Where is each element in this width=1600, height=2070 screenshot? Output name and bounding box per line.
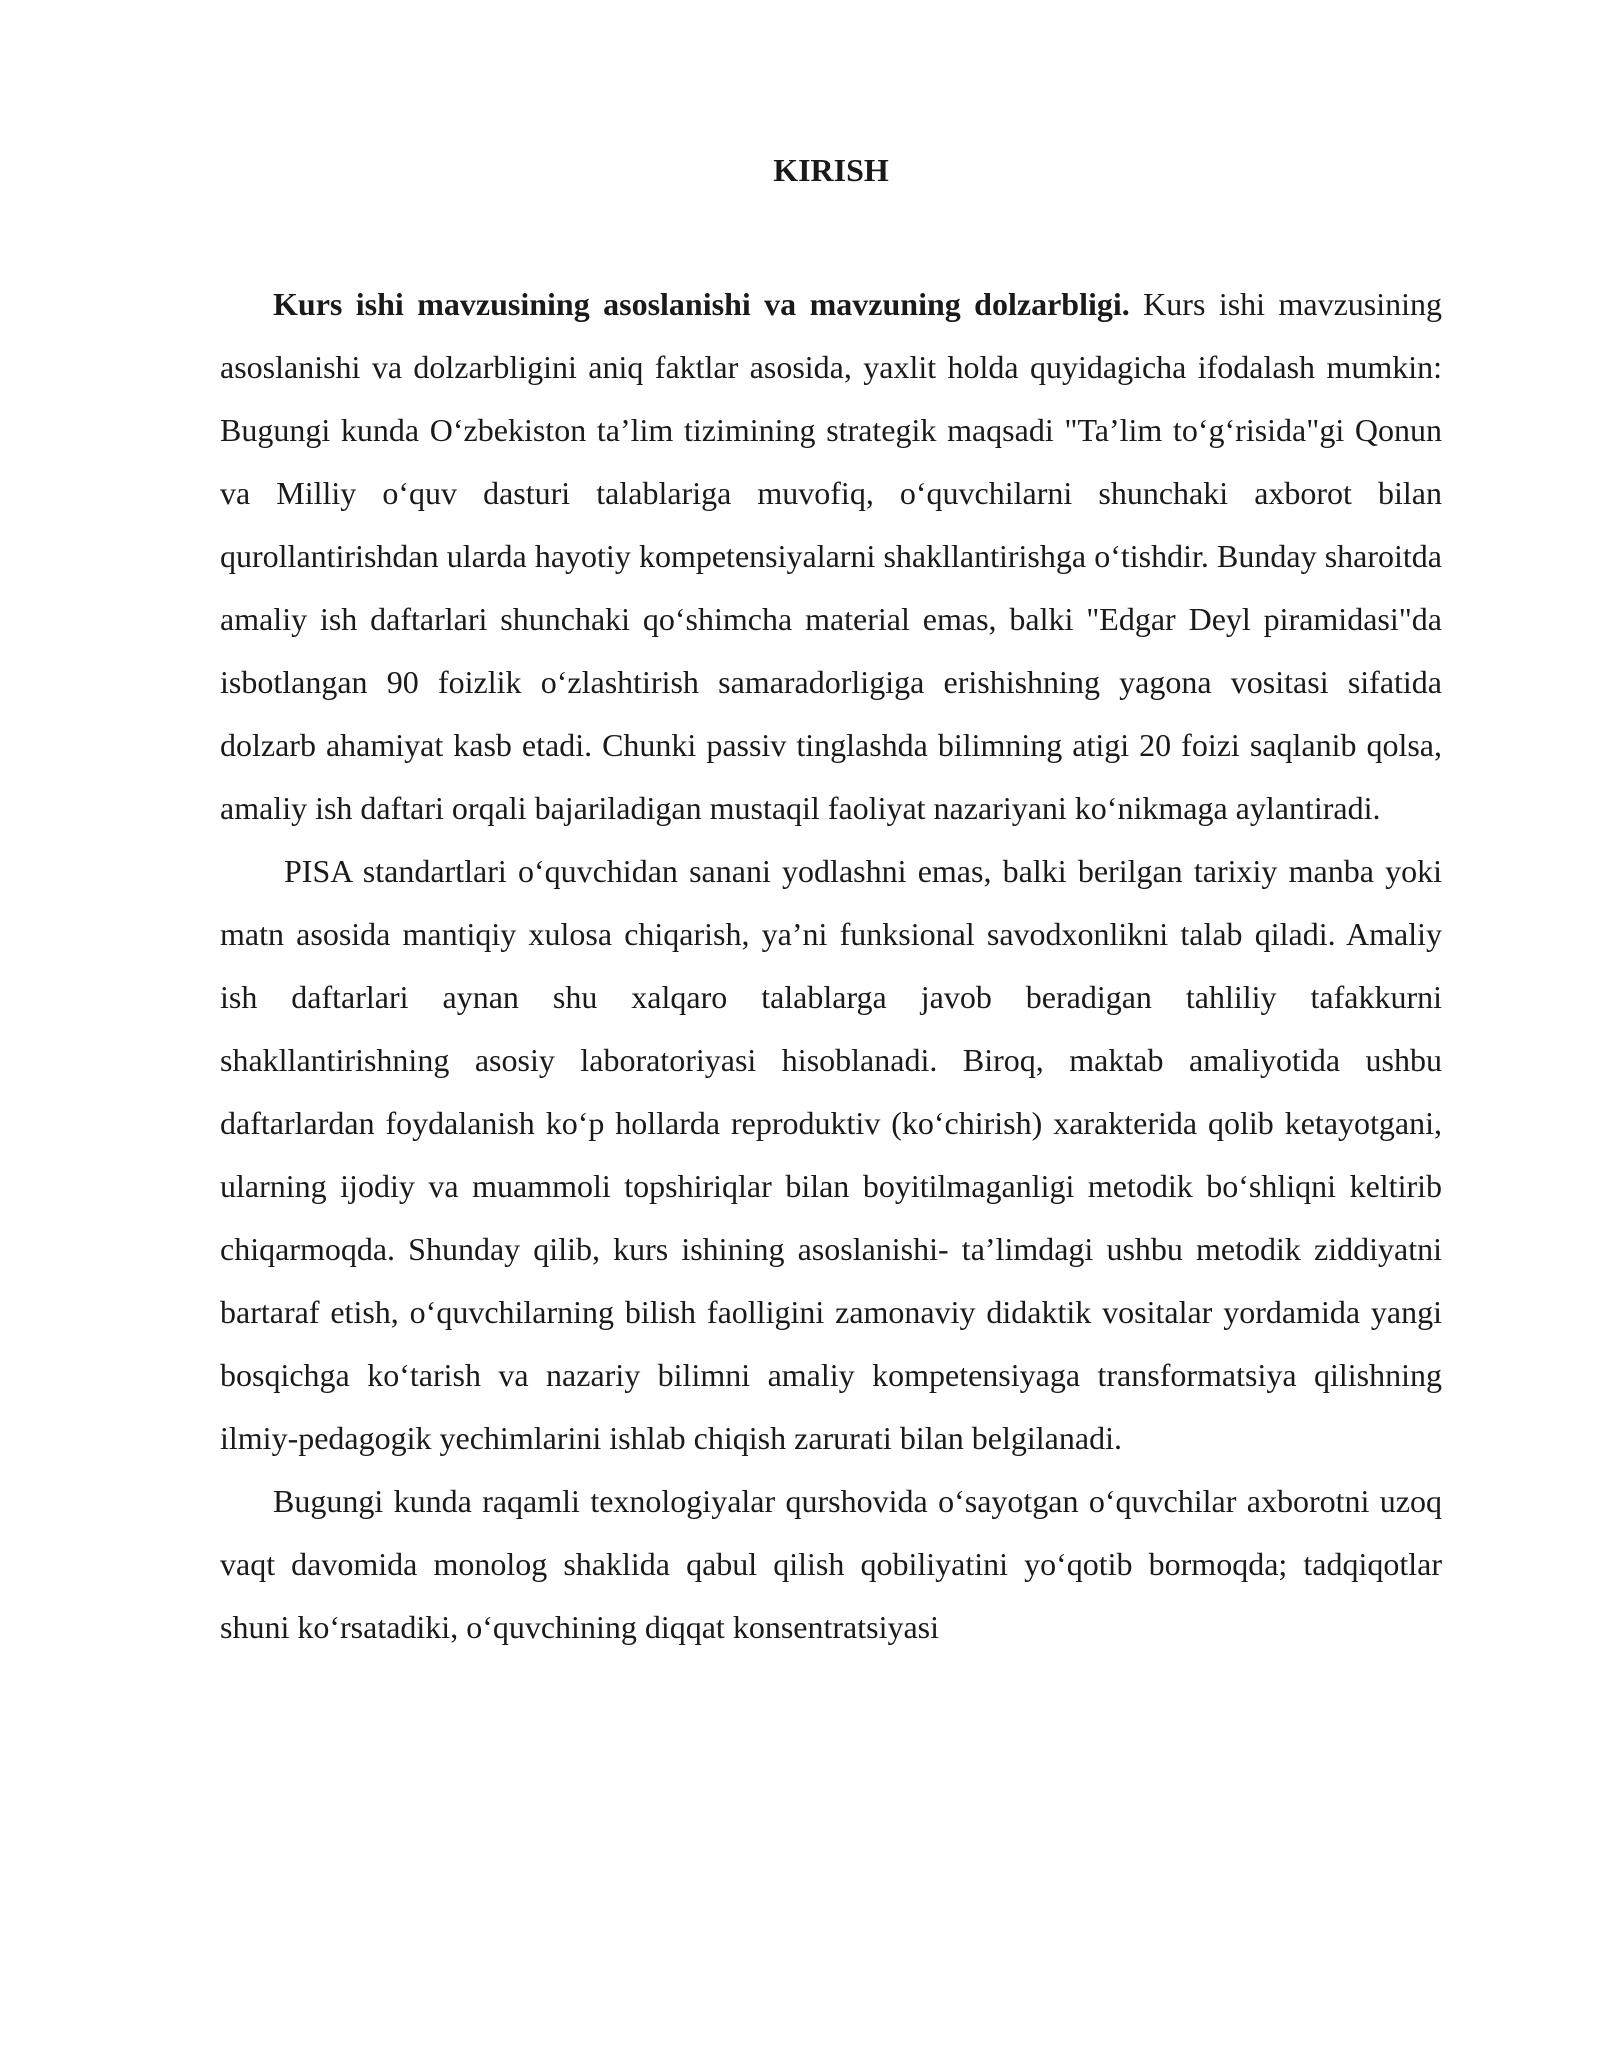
paragraph-digital: Bugungi kunda raqamli texnologiyalar qurshovida o‘sayotgan o‘quvchilar axborotni uzoq vaqt davomida monolog shaklida qabul qilish qobiliyatini yo‘qotib bormoqda; tadqiqotlar shuni ko‘rsatadiki, o‘quvchining diqqat konsentratsiyasi — [220, 1483, 1442, 1645]
paragraph-pisa: PISA standartlari o‘quvchidan sanani yodlashni emas, balki berilgan tarixiy manba yoki matn asosida mantiqiy xulosa chiqarish, ya’ni funksional savodxonlikni talab qiladi. Amaliy ish daftarlari aynan shu xalqaro talablarga javob beradigan tahliliy tafakkurni shakllantirishning asosiy laboratoriyasi hisoblanadi. Biroq, maktab amaliyotida ushbu daftarlardan foydalanish ko‘p hollarda reproduktiv (ko‘chirish) xarakterida qolib ketayotgani, ularning ijodiy va muammoli topshiriqlar bilan boyitilmaganligi metodik bo‘shliqni keltirib chiqarmoqda. Shunday qilib, kurs ishining asoslanishi- ta’limdagi ushbu metodik ziddiyatni bartaraf etish, o‘quvchilarning bilish faolligini zamonaviy didaktik vositalar yordamida yangi bosqichga ko‘tarish va nazariy bilimni amaliy kompetensiyaga transformatsiya qilishning ilmiy-pedagogik yechimlarini ishlab chiqish zarurati bilan belgilanadi. — [220, 853, 1442, 1456]
paragraph-lead-heading: Kurs ishi mavzusining asoslanishi va mavzuning dolzarbligi. — [273, 286, 1130, 322]
paragraph-intro — [220, 273, 1442, 840]
paragraph-intro-text: Kurs ishi mavzusining asoslanishi va dolzarbligini aniq faktlar asosida, yaxlit holda quyidagicha ifodalash mumkin: Bugungi kunda O‘zbekiston ta’lim tizimining strategik maqsadi "Ta’lim to‘g‘risida"gi Qonun va Milliy o‘quv dasturi talablariga muvofiq, o‘quvchilarni shunchaki axborot bilan qurollantirishdan ularda hayotiy kompetensiyalarni shakllantirishga o‘tishdir. Bunday sharoitda amaliy ish daftarlari shunchaki qo‘shimcha material emas, balki "Edgar Deyl piramidasi"da isbotlangan 90 foizlik o‘zlashtirish samaradorligiga erishishning yagona vositasi sifatida dolzarb ahamiyat kasb etadi. Chunki passiv tinglashda bilimning atigi 20 foizi saqlanib qolsa, amaliy ish daftari orqali bajariladigan mustaqil faoliyat nazariyani ko‘nikmaga aylantiradi. — [220, 286, 1443, 826]
document-page — [220, 145, 1442, 1659]
page-title: KIRISH — [773, 152, 889, 188]
